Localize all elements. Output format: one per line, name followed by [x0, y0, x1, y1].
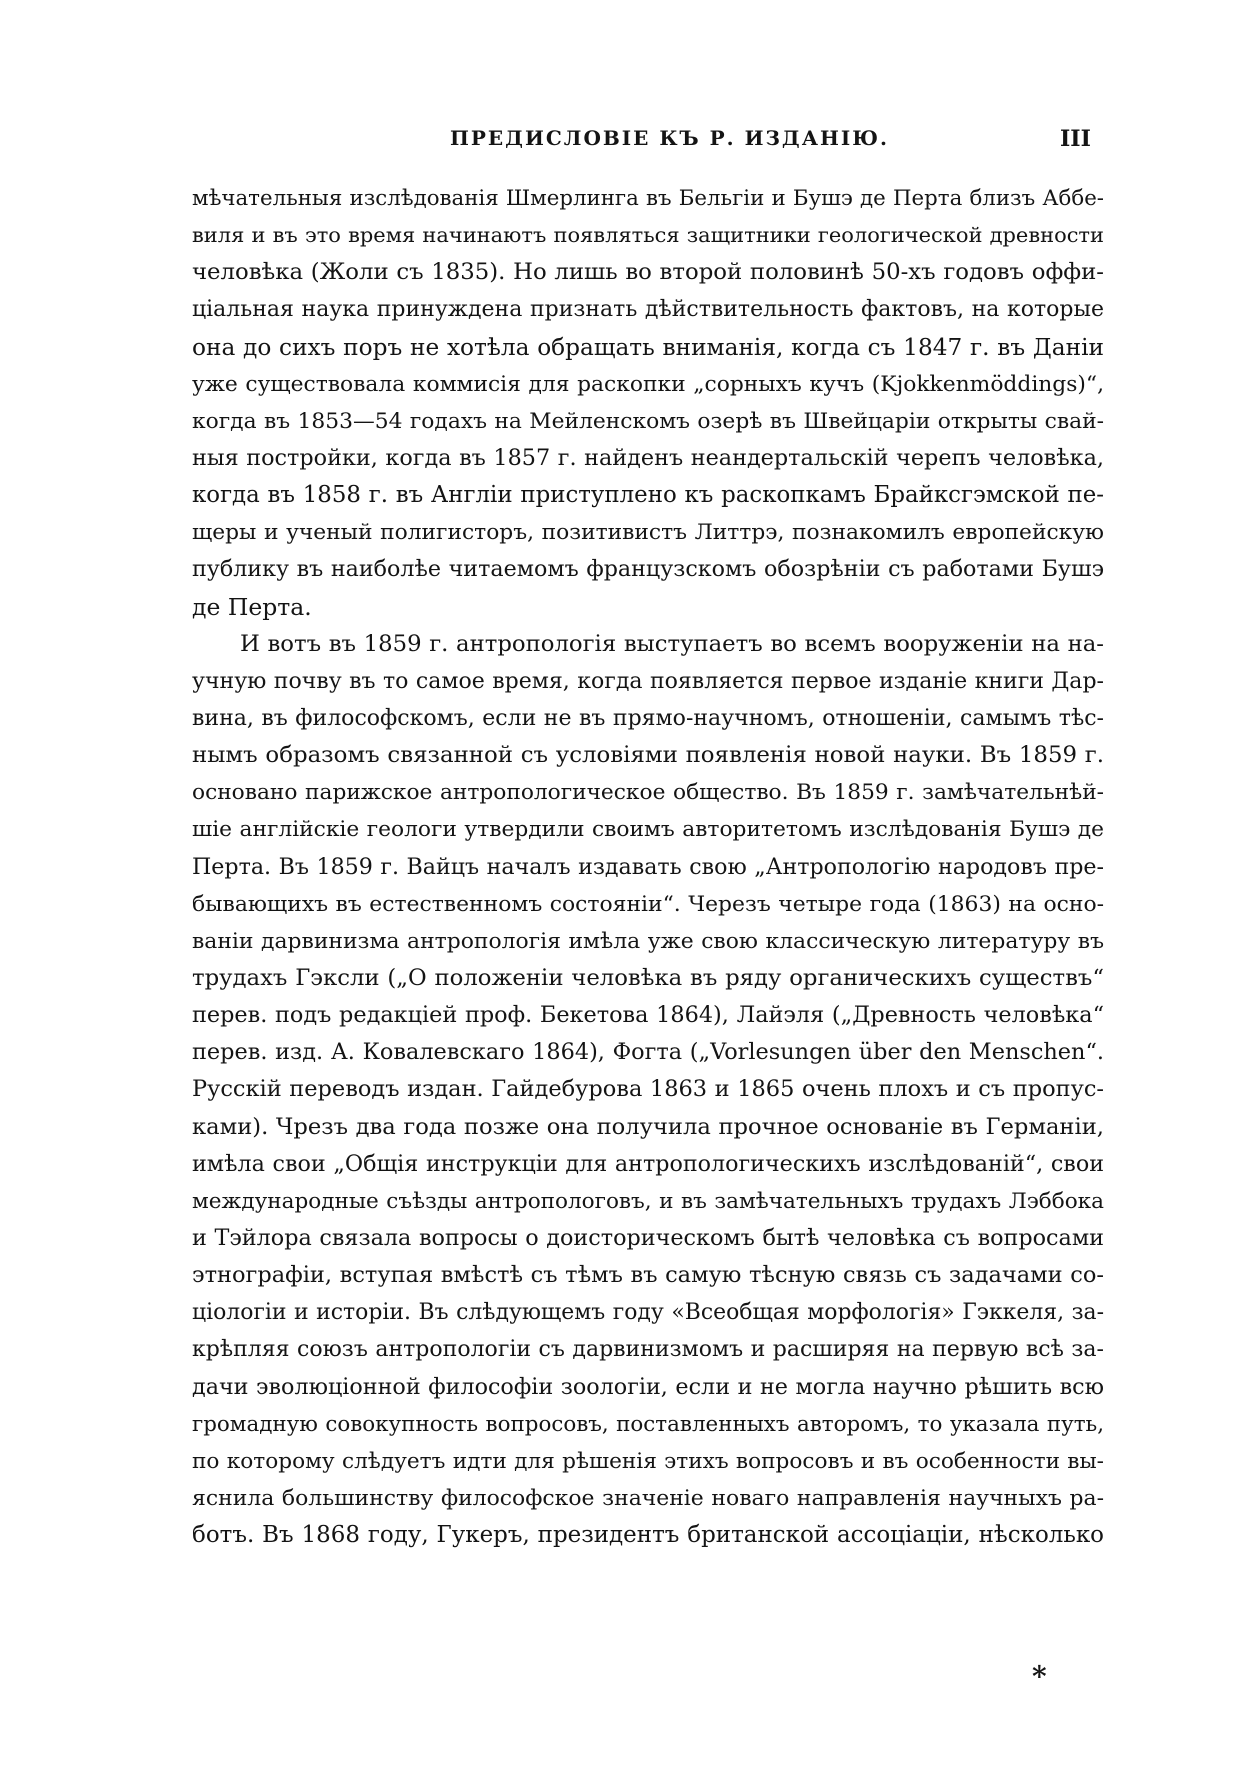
text-line: бывающихъ въ естественномъ состояніи“. Черезъ четыре года (1863) на осно-	[192, 891, 1104, 917]
text-line: ваніи дарвинизма антропологія имѣла уже свою классическую литературу въ	[192, 928, 1104, 954]
text-line: и Тэйлора связала вопросы о доисторическомъ бытѣ человѣка съ вопросами	[192, 1224, 1104, 1251]
text-line: де Перта.	[192, 592, 312, 621]
text-line: громадную совокупность вопросовъ, поставленныхъ авторомъ, то указала путь,	[192, 1411, 1104, 1437]
text-line: по которому слѣдуетъ идти для рѣшенія этихъ вопросовъ и въ особенности вы-	[192, 1448, 1104, 1474]
text-line: шіе англійскіе геологи утвердили своимъ авторитетомъ изслѣдованія Бушэ де	[192, 817, 1104, 843]
text-line: ціальная наука принуждена признать дѣйствительность фактовъ, на которые	[192, 297, 1104, 323]
text-line: крѣпляя союзъ антропологіи съ дарвинизмомъ и расширяя на первую всѣ за-	[192, 1337, 1104, 1363]
text-line: трудахъ Гэксли („О положеніи человѣка въ ряду органическихъ существъ“	[192, 964, 1104, 991]
page-number: III	[1060, 126, 1091, 152]
signature-mark: *	[1032, 1660, 1047, 1693]
text-line: нымъ образомъ связанной съ условіями появленія новой науки. Въ 1859 г.	[192, 742, 1104, 769]
paragraph	[192, 180, 1104, 626]
text-line: имѣла свои „Общія инструкціи для антропологическихъ изслѣдованій“, свои	[192, 1150, 1104, 1177]
text-line: щеры и ученый полигисторъ, позитивистъ Литтрэ, познакомилъ европейскую	[192, 520, 1104, 546]
text-line: перев. подъ редакціей проф. Бекетова 1864), Лайэля („Древность человѣка“	[192, 1002, 1104, 1029]
text-line: основано парижское антропологическое общество. Въ 1859 г. замѣчательнѣй-	[192, 780, 1104, 806]
text-line: этнографіи, вступая вмѣстѣ съ тѣмъ въ самую тѣсную связь съ задачами со-	[192, 1262, 1104, 1289]
text-line: учную почву въ то самое время, когда появляется первое изданіе книги Дар-	[192, 668, 1104, 694]
text-line: перев. изд. А. Ковалевскаго 1864), Фогта („Vorlesungen über den Menschen“.	[192, 1039, 1104, 1066]
text-line: ботъ. Въ 1868 году, Гукеръ, президентъ британской ассоціаціи, нѣсколько	[192, 1522, 1104, 1549]
text-line: человѣка (Жоли съ 1835). Но лишь во второй половинѣ 50-хъ годовъ оффи-	[192, 259, 1104, 286]
text-line: международные съѣзды антропологовъ, и въ замѣчательныхъ трудахъ Лэббока	[192, 1188, 1104, 1214]
text-line: Перта. Въ 1859 г. Вайцъ началъ издавать свою „Антропологію народовъ пре-	[192, 853, 1104, 880]
body-text	[192, 180, 1104, 1554]
text-line: вина, въ философскомъ, если не въ прямо-научномъ, отношеніи, самымъ тѣс-	[192, 705, 1104, 731]
text-line: Русскій переводъ издан. Гайдебурова 1863 и 1865 очень плохъ и съ пропус-	[192, 1076, 1104, 1103]
text-line: ками). Чрезъ два года позже она получила прочное основаніе въ Германіи,	[192, 1113, 1104, 1140]
text-line: яснила большинству философское значеніе новаго направленія научныхъ ра-	[192, 1485, 1104, 1511]
text-line: виля и въ это время начинаютъ появляться защитники геологической древности	[192, 223, 1104, 248]
text-line: мѣчательныя изслѣдованія Шмерлинга въ Бельгіи и Бушэ де Перта близъ Аббе-	[192, 186, 1104, 211]
text-line: когда въ 1858 г. въ Англіи приступлено къ раскопкамъ Брайксгэмской пе-	[192, 482, 1104, 509]
text-line: она до сихъ поръ не хотѣла обращать вниманія, когда съ 1847 г. въ Даніи	[192, 333, 1104, 361]
text-line: когда въ 1853—54 годахъ на Мейленскомъ озерѣ въ Швейцаріи открыты свай-	[192, 408, 1104, 434]
text-line: ціологіи и исторіи. Въ слѣдующемъ году «Всеобщая морфологія» Гэккеля, за-	[192, 1300, 1104, 1326]
text-line: ныя постройки, когда въ 1857 г. найденъ неандертальскій черепъ человѣка,	[192, 444, 1104, 471]
text-line: уже существовала коммисія для раскопки „сорныхъ кучъ (Kjokkenmöddings)“,	[192, 371, 1104, 397]
running-title: ПРЕДИСЛОВІЕ КЪ Р. ИЗДАНІЮ.	[450, 126, 889, 150]
text-line: И вотъ въ 1859 г. антропологія выступаетъ во всемъ вооруженіи на на-	[240, 630, 1104, 657]
paragraph	[192, 626, 1104, 1555]
text-line: публику въ наиболѣе читаемомъ французскомъ обозрѣніи съ работами Бушэ	[192, 556, 1104, 583]
text-line: дачи эволюціонной философіи зоологіи, если и не могла научно рѣшить всю	[192, 1373, 1104, 1400]
